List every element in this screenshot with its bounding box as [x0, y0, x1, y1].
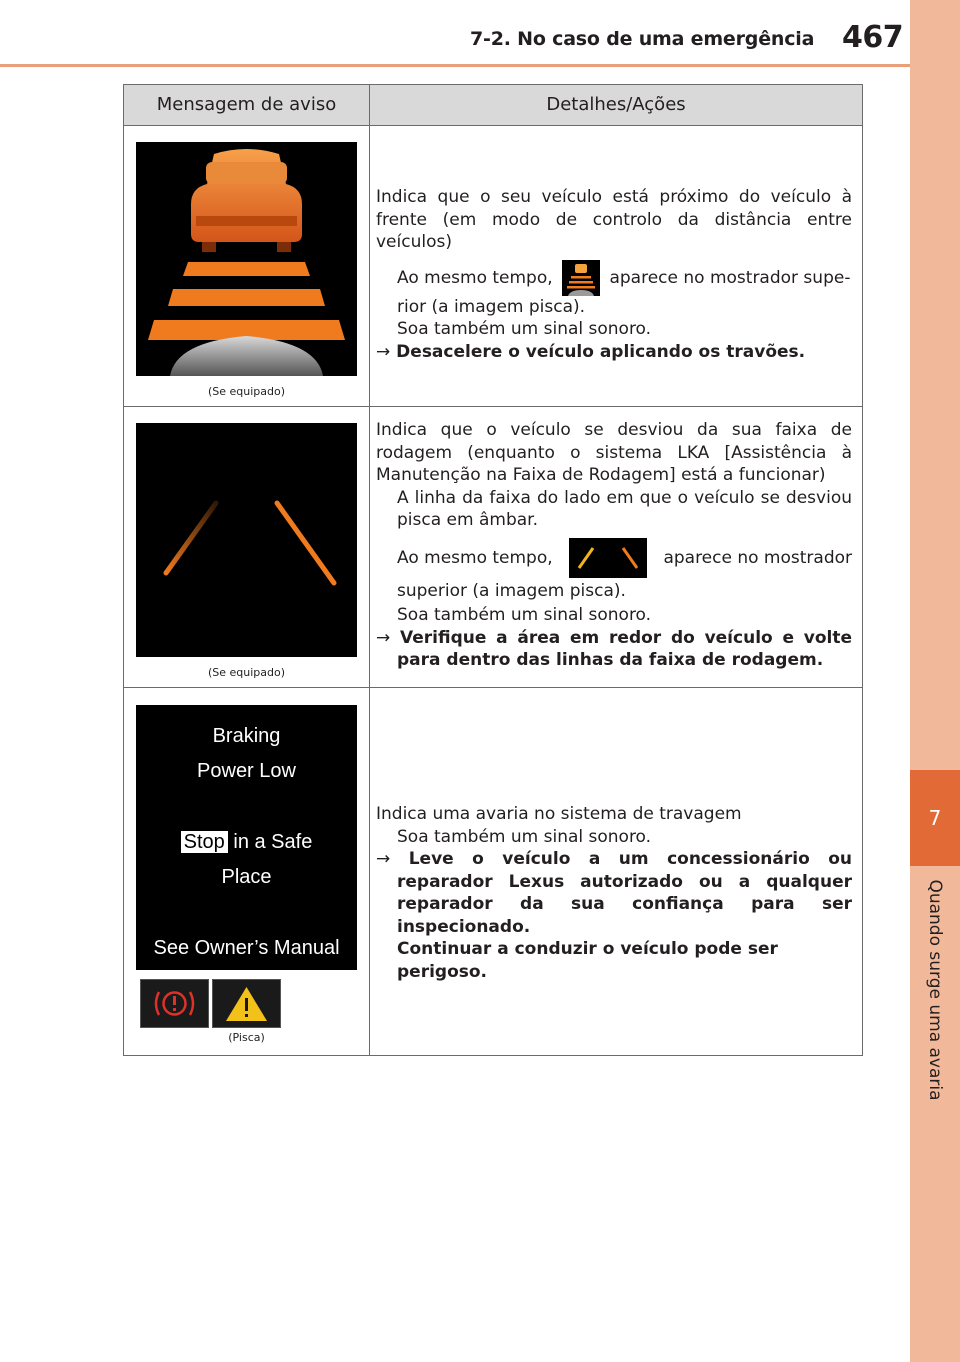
row3-caption: (Pisca)	[228, 1031, 265, 1044]
header-rule	[0, 64, 910, 67]
page-number: 467	[842, 20, 904, 55]
warning-triangle-icon	[213, 980, 280, 1027]
section-title: 7-2. No caso de uma emergência	[470, 28, 815, 50]
row1-at-same-time: Ao mesmo tempo,	[397, 267, 553, 288]
display-in-a-safe: in a Safe	[233, 831, 313, 853]
row1-caption: (Se equipado)	[207, 385, 286, 398]
row3-danger-note: Continuar a conduzir o veículo pode ser perigoso.	[397, 939, 778, 982]
row2-sound: Soa também um sinal sonoro.	[397, 605, 652, 625]
row1-action: → Desacelere o veículo aplicando os travões.	[376, 341, 806, 362]
col-header-details: Detalhes/Ações	[546, 94, 686, 115]
row3-action: → Leve o veículo a um concessionário ou reparador Lexus autorizado ou a qualquer reparador da sua confiança para ser inspecionado.	[376, 849, 852, 937]
brake-warning-icon	[141, 980, 208, 1027]
row1-appears-cont: rior (a imagem pisca).	[397, 296, 586, 317]
brake-warning-display	[136, 705, 357, 970]
approach-indicator-icon	[562, 260, 600, 296]
side-tab	[910, 0, 960, 1362]
vehicle-ahead-icon	[136, 142, 357, 376]
row2-details	[376, 419, 852, 672]
column-divider	[369, 85, 370, 1055]
display-place: Place	[221, 866, 272, 888]
row3-sound: Soa também um sinal sonoro.	[397, 826, 652, 847]
row3-details	[376, 803, 852, 983]
row1-details	[376, 186, 852, 363]
master-warning-light	[212, 979, 281, 1028]
approach-warning-display	[136, 142, 357, 376]
row2-indicator-line	[376, 538, 852, 578]
lane-lines-icon	[136, 423, 357, 657]
row2-appears-cont: superior (a imagem pisca).	[397, 580, 626, 601]
row2-lane-flash: A linha da faixa do lado em que o veículo se desviou pisca em âmbar.	[397, 487, 852, 530]
row2-appears: aparece no mostrador	[663, 547, 852, 568]
table-header	[124, 85, 862, 126]
chapter-label: Quando surge uma avaria	[925, 879, 945, 1101]
display-stop-line	[136, 831, 357, 854]
row1-sound: Soa também um sinal sonoro.	[397, 319, 652, 339]
arrow-icon: →	[376, 341, 391, 362]
arrow-icon: →	[376, 849, 391, 869]
warning-table	[123, 84, 863, 1056]
row2-action: → Verifique a área em redor do veículo e volte para dentro das linhas da faixa de rodagem.	[376, 627, 853, 670]
lane-departure-display	[136, 423, 357, 657]
row-divider	[124, 406, 862, 407]
row1-appears: aparece no mostrador supe-	[609, 267, 851, 288]
display-braking: Braking	[212, 725, 281, 747]
row2-at-same-time: Ao mesmo tempo,	[397, 547, 553, 568]
row-divider	[124, 687, 862, 688]
lane-indicator-icon	[569, 538, 647, 578]
display-stop: Stop	[181, 831, 228, 853]
row3-description: Indica uma avaria no sistema de travagem	[376, 804, 742, 824]
display-power-low: Power Low	[197, 760, 296, 782]
col-header-warning: Mensagem de aviso	[156, 94, 337, 115]
arrow-icon: →	[376, 627, 391, 648]
display-manual: See Owner’s Manual	[153, 937, 340, 959]
brake-warning-light	[140, 979, 209, 1028]
row1-indicator-line	[376, 260, 852, 296]
chapter-number: 7	[910, 770, 960, 866]
row2-description: Indica que o veículo se desviou da sua faixa de rodagem (enquanto o sistema LKA [Assistência à Manutenção na Faixa de Rodagem] está a funcionar)	[376, 420, 852, 485]
row2-caption: (Se equipado)	[207, 666, 286, 679]
row1-description: Indica que o seu veículo está próximo do veículo à frente (em modo de controlo da distância entre veículos)	[376, 187, 852, 252]
